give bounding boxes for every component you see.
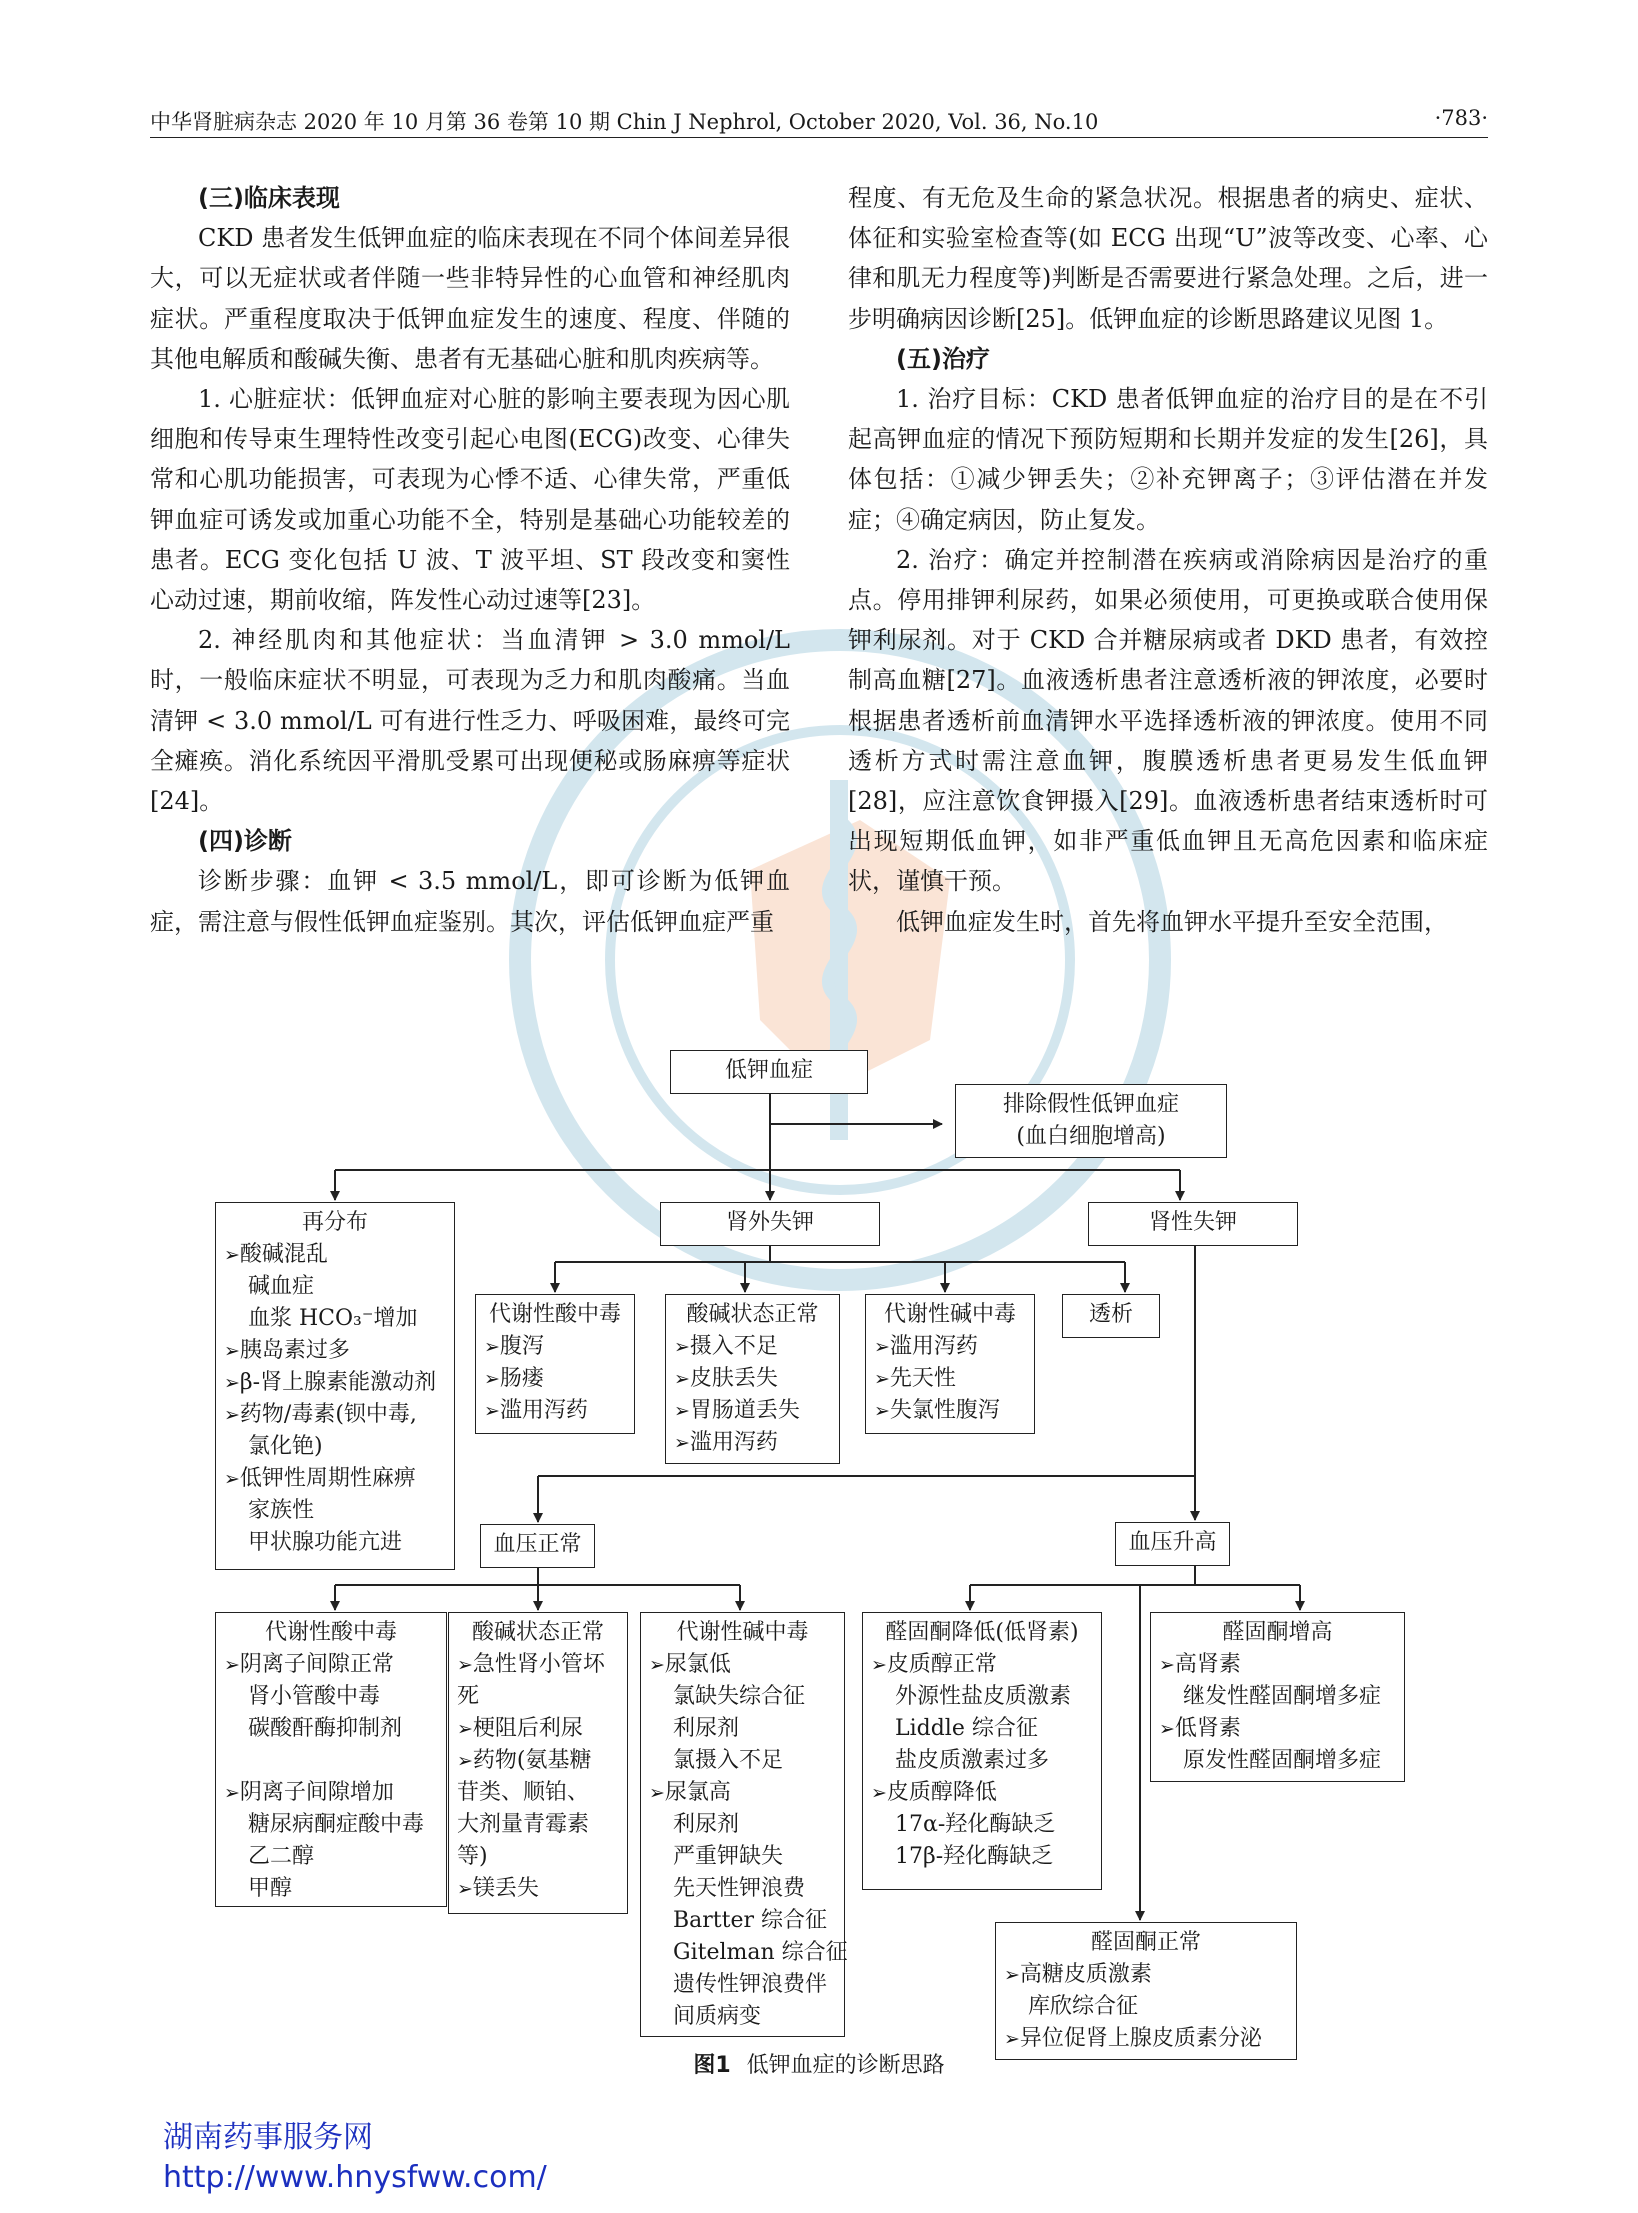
box-item: 继发性醛固酮增多症 (1183, 1684, 1382, 1709)
box-item: ➢摄入不足 (674, 1334, 778, 1359)
box-line: (血白细胞增高) (1016, 1124, 1166, 1149)
box-item: ➢肠瘘 (484, 1366, 544, 1391)
box-item: 甲醇 (248, 1876, 293, 1901)
box-title: 低钾血症 (724, 1058, 813, 1083)
box-item: ➢低肾素 (1159, 1716, 1241, 1741)
flow-bn-metabolic-alkalosis (640, 1612, 848, 2037)
box-item: ➢失氯性腹泻 (874, 1398, 1000, 1423)
box-item: 17β-羟化酶缺乏 (895, 1844, 1054, 1869)
figure-label: 图1 (693, 2053, 731, 2078)
box-item: ➢尿氯高 (649, 1780, 731, 1805)
box-item: 利尿剂 (673, 1716, 740, 1741)
box-item: 血浆 HCO₃⁻增加 (248, 1306, 418, 1331)
box-item: ➢先天性 (874, 1366, 956, 1391)
flow-exclude-pseudo (955, 1084, 1227, 1158)
box-title: 肾性失钾 (1148, 1210, 1237, 1235)
flow-aldosterone-low (862, 1612, 1102, 1890)
paragraph: 1. 心脏症状：低钾血症对心脏的影响主要表现为因心肌细胞和传导束生理特性改变引起心电图(ECG)改变、心律失常和心肌功能损害，可表现为心悸不适、心律失常，严重低钾血症可诱发或加重心功能不全，特别是基础心功能较差的患者。ECG 变化包括 U 波、T 波平坦、ST 段改变和窦性心动过速，期前收缩，阵发性心动过速等[23]。 (150, 385, 790, 615)
box-item: ➢滥用泻药 (874, 1334, 978, 1359)
box-item: 先天性钾浪费 (673, 1876, 806, 1901)
box-item: ➢酸碱混乱 (224, 1242, 328, 1267)
flow-aldosterone-high (1150, 1612, 1405, 1782)
paragraph: 程度、有无危及生命的紧急状况。根据患者的病史、症状、体征和实验室检查等(如 ECG 出现“U”波等改变、心率、心律和肌无力程度等)判断是否需要进行紧急处理。之后，进一步明确病因诊断[25]。低钾血症的诊断思路建议见图 1。 (848, 184, 1488, 333)
section-heading-treatment: (五)治疗 (896, 344, 990, 373)
box-item: 库欣综合征 (1028, 1994, 1139, 2019)
box-item: 外源性盐皮质激素 (895, 1684, 1072, 1709)
box-item: ➢腹泻 (484, 1334, 544, 1359)
box-item: 原发性醛固酮增多症 (1183, 1748, 1382, 1773)
box-spacer (224, 1745, 438, 1777)
box-item: Gitelman 综合征 (673, 1940, 848, 1965)
box-item: 等) (457, 1844, 488, 1869)
paragraph: 2. 治疗：确定并控制潜在疾病或消除病因是治疗的重点。停用排钾利尿药，如果必须使用，可更换或联合使用保钾利尿剂。对于 CKD 合并糖尿病或者 DKD 患者，有效控制高血糖[27]。血液透析患者注意透析液的钾浓度，必要时根据患者透析前血清钾水平选择透析液的钾浓度。使用不同透析方式时需注意血钾，腹膜透析患者更易发生低血钾[28]，应注意饮食钾摄入[29]。血液透析患者结束透析时可出现短期低血钾，如非严重低血钾且无高危因素和临床症状，谨慎干预。 (848, 545, 1488, 896)
box-item: ➢药物/毒素(钡中毒, (224, 1402, 417, 1427)
box-item: ➢镁丢失 (457, 1876, 539, 1901)
box-item: 乙二醇 (248, 1844, 315, 1869)
box-item: 苷类、顺铂、 (457, 1780, 590, 1805)
flow-dialysis (1062, 1294, 1160, 1338)
box-title: 醛固酮增高 (1222, 1620, 1333, 1645)
box-item: 肾小管酸中毒 (248, 1684, 381, 1709)
box-item: 糖尿病酮症酸中毒 (248, 1812, 425, 1837)
box-item: 遗传性钾浪费伴 (673, 1972, 828, 1997)
box-title: 酸碱状态正常 (471, 1620, 604, 1645)
paragraph: 诊断步骤：血钾 < 3.5 mmol/L，即可诊断为低钾血症，需注意与假性低钾血症鉴别。其次，评估低钾血症严重 (150, 867, 790, 936)
box-item: ➢皮肤丢失 (674, 1366, 778, 1391)
box-title: 肾外失钾 (725, 1210, 814, 1235)
box-title: 代谢性碱中毒 (883, 1302, 1016, 1327)
box-title: 醛固酮降低(低肾素) (885, 1620, 1079, 1645)
box-title: 代谢性碱中毒 (676, 1620, 809, 1645)
box-item: ➢高肾素 (1159, 1652, 1241, 1677)
box-item: 氯摄入不足 (673, 1748, 784, 1773)
flow-aldosterone-normal (995, 1922, 1297, 2060)
flow-ext-acid-base-normal (665, 1294, 840, 1464)
box-title: 血压正常 (493, 1532, 582, 1557)
page-number: ·783· (1434, 106, 1488, 130)
box-item: ➢β-肾上腺素能激动剂 (224, 1370, 437, 1395)
box-item: ➢滥用泻药 (484, 1398, 588, 1423)
box-item: 碱血症 (248, 1274, 315, 1299)
section-heading-clinical: (三)临床表现 (198, 184, 340, 212)
box-title: 透析 (1088, 1302, 1133, 1327)
box-item: 氯缺失综合征 (673, 1684, 806, 1709)
box-item: ➢阴离子间隙正常 (224, 1652, 394, 1677)
box-line: 排除假性低钾血症 (1002, 1092, 1179, 1117)
box-title: 再分布 (301, 1210, 368, 1235)
box-item: 碳酸酐酶抑制剂 (248, 1716, 403, 1741)
flow-bn-acid-base-normal (448, 1612, 628, 1914)
box-item: ➢滥用泻药 (674, 1430, 778, 1455)
box-item: ➢皮质醇降低 (871, 1780, 997, 1805)
box-item: ➢胰岛素过多 (224, 1338, 350, 1363)
figure-title: 低钾血症的诊断思路 (746, 2053, 945, 2078)
box-item: 氯化铯) (248, 1434, 323, 1459)
site-url-link[interactable]: http://www.hnysfww.com/ (163, 2160, 547, 2195)
flow-bn-metabolic-acidosis (215, 1612, 447, 1907)
box-item: 利尿剂 (673, 1812, 740, 1837)
box-item: 严重钾缺失 (673, 1844, 784, 1869)
box-item: ➢异位促肾上腺皮质素分泌 (1004, 2026, 1262, 2051)
paragraph: 2. 神经肌肉和其他症状：当血清钾 > 3.0 mmol/L 时，一般临床症状不明显，可表现为乏力和肌肉酸痛。当血清钾 < 3.0 mmol/L 可有进行性乏力、呼吸困难，最终可完全瘫痪。消化系统因平滑肌受累可出现便秘或肠麻痹等症状[24]。 (150, 626, 790, 816)
flow-bp-high (1115, 1522, 1230, 1566)
box-item: ➢皮质醇正常 (871, 1652, 997, 1677)
paragraph: 1. 治疗目标：CKD 患者低钾血症的治疗目的是在不引起高钾血症的情况下预防短期和长期并发症的发生[26]，具体包括：①减少钾丢失；②补充钾离子；③评估潜在并发症；④确定病因，防止复发。 (848, 385, 1488, 534)
site-name: 湖南药事服务网 (163, 2120, 373, 2155)
box-title: 代谢性酸中毒 (488, 1302, 621, 1327)
box-item: 死 (457, 1684, 480, 1709)
box-item: ➢急性肾小管坏 (457, 1652, 605, 1677)
box-title: 代谢性酸中毒 (264, 1620, 397, 1645)
box-item: Liddle 综合征 (895, 1716, 1038, 1741)
paragraph: 低钾血症发生时，首先将血钾水平提升至安全范围， (896, 907, 1448, 936)
box-item: 大剂量青霉素 (457, 1812, 590, 1837)
flow-root-hypokalemia (670, 1050, 868, 1094)
box-title: 血压升高 (1128, 1530, 1217, 1555)
box-item: ➢尿氯低 (649, 1652, 731, 1677)
box-title: 酸碱状态正常 (686, 1302, 819, 1327)
flow-ext-metabolic-alkalosis (865, 1294, 1035, 1434)
box-item: ➢阴离子间隙增加 (224, 1780, 394, 1805)
box-item: 甲状腺功能亢进 (248, 1530, 403, 1555)
box-item: 盐皮质激素过多 (895, 1748, 1050, 1773)
journal-citation: 中华肾脏病杂志 2020 年 10 月第 36 卷第 10 期 Chin J Nephrol, October 2020, Vol. 36, No.10 (150, 110, 1099, 134)
paragraph: CKD 患者发生低钾血症的临床表现在不同个体间差异很大，可以无症状或者伴随一些非特异性的心血管和神经肌肉症状。严重程度取决于低钾血症发生的速度、程度、伴随的其他电解质和酸碱失衡、患者有无基础心脏和肌肉疾病等。 (150, 224, 790, 373)
box-item: ➢药物(氨基糖 (457, 1748, 592, 1773)
box-item: ➢低钾性周期性麻痹 (224, 1466, 416, 1491)
box-item: ➢梗阻后利尿 (457, 1716, 583, 1741)
box-item: ➢高糖皮质激素 (1004, 1962, 1152, 1987)
box-title: 醛固酮正常 (1090, 1930, 1201, 1955)
flow-extrarenal-loss (660, 1202, 880, 1246)
section-heading-diagnosis: (四)诊断 (198, 827, 292, 856)
box-item: ➢胃肠道丢失 (674, 1398, 800, 1423)
flow-renal-loss (1088, 1202, 1298, 1246)
flow-redistribution (215, 1202, 455, 1570)
box-item: Bartter 综合征 (673, 1908, 828, 1933)
box-item: 间质病变 (673, 2004, 762, 2029)
flow-ext-metabolic-acidosis (475, 1294, 635, 1434)
box-item: 家族性 (248, 1498, 315, 1523)
box-item: 17α-羟化酶缺乏 (895, 1812, 1056, 1837)
flow-bp-normal (480, 1524, 595, 1568)
